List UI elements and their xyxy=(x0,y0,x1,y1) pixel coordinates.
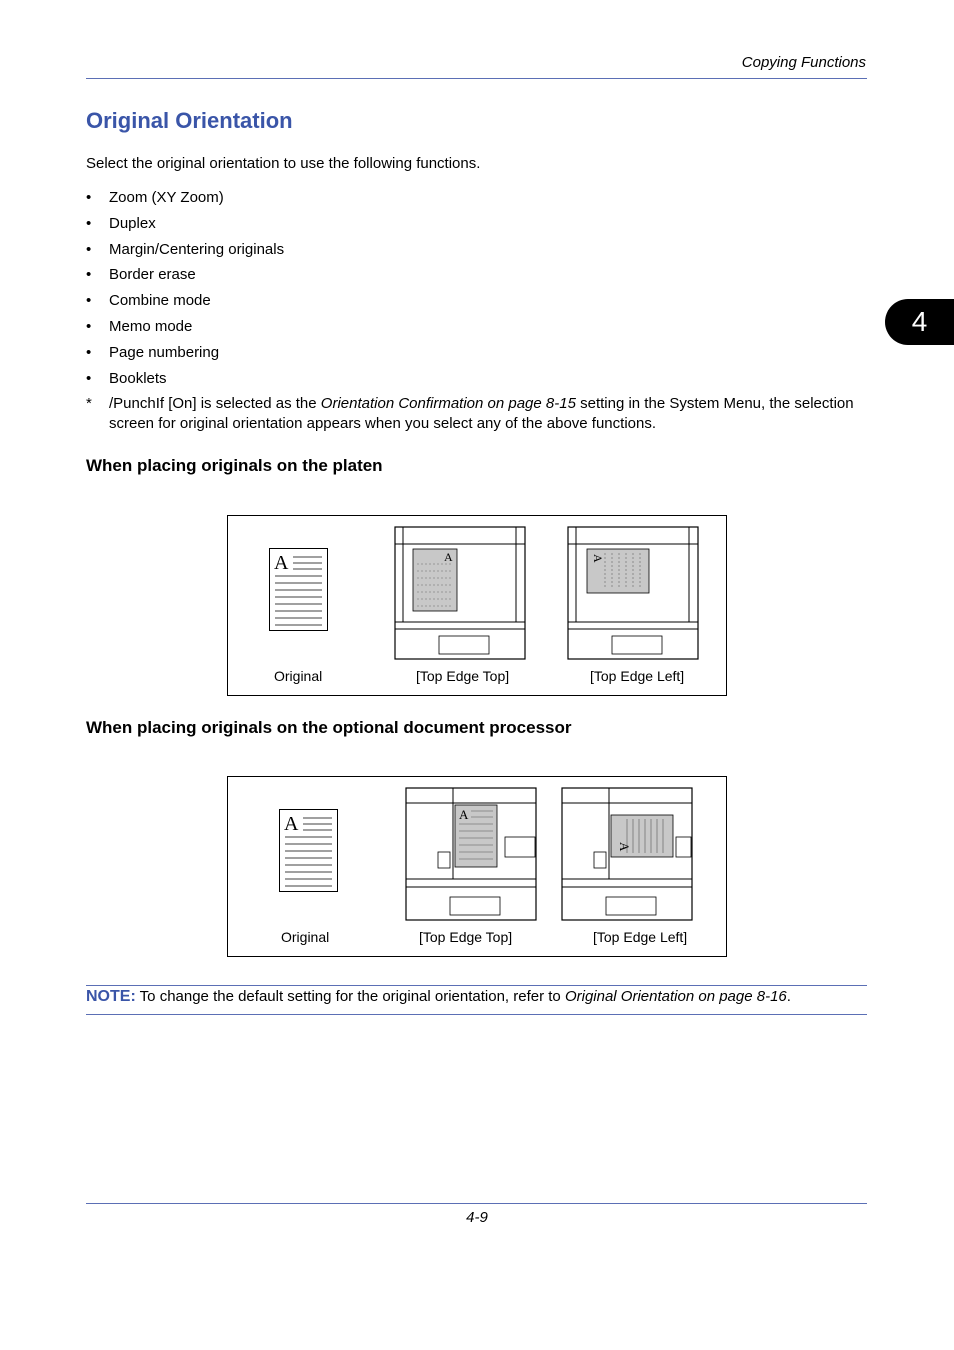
bullet-symbol: • xyxy=(86,343,92,361)
platen-top-edge-top-illustration xyxy=(394,526,526,660)
processor-top-edge-top-illustration xyxy=(405,787,537,921)
bullet-symbol: • xyxy=(86,292,92,310)
note-link[interactable]: Original Orientation on page 8-16 xyxy=(564,988,787,1005)
caption-top-edge-top: [Top Edge Top] xyxy=(419,929,513,945)
caption-top-edge-left: [Top Edge Left] xyxy=(590,668,685,684)
original-sheet-illustration xyxy=(269,548,329,632)
letter-a: A xyxy=(444,550,453,564)
caption-top-edge-top: [Top Edge Top] xyxy=(416,668,510,684)
letter-a: A xyxy=(274,552,289,574)
list-item: • Margin/Centering originals xyxy=(86,240,285,258)
note-bottom-rule xyxy=(86,1014,867,1015)
caption-original: Original xyxy=(281,929,330,945)
letter-a: A xyxy=(617,842,632,852)
processor-figure xyxy=(227,776,727,957)
list-item: • Booklets xyxy=(86,369,167,387)
processor-top-edge-left-illustration xyxy=(561,787,693,921)
function-list xyxy=(86,188,284,394)
bullet-symbol: • xyxy=(86,266,92,284)
footnote: * /PunchIf [On] is selected as the Orientation Confirmation on page 8-15 setting in the System Menu, the selection screen for original orientation appears when you select any of the above functions. xyxy=(86,395,854,432)
letter-a: A xyxy=(591,554,605,563)
list-item: • Border erase xyxy=(86,266,196,284)
letter-a: A xyxy=(459,807,469,822)
bullet-symbol: • xyxy=(86,369,92,387)
list-item: • Memo mode xyxy=(86,317,193,335)
platen-figure xyxy=(227,515,727,696)
caption-original: Original xyxy=(274,668,323,684)
page-title: Original Orientation xyxy=(86,108,293,133)
list-item: • Combine mode xyxy=(86,292,211,310)
note-label: NOTE: xyxy=(86,988,136,1005)
intro-text: Select the original orientation to use the following functions. xyxy=(86,155,481,172)
header-rule xyxy=(86,78,867,79)
chapter-tab[interactable]: 4 xyxy=(885,299,954,345)
list-item: • Page numbering xyxy=(86,343,220,361)
bullet-symbol: • xyxy=(86,189,92,206)
footnote-link[interactable]: Orientation Confirmation on page 8-15 xyxy=(320,395,576,412)
list-item: • Zoom (XY Zoom) xyxy=(86,189,224,206)
running-header: Copying Functions xyxy=(741,54,866,71)
processor-heading: When placing originals on the optional document processor xyxy=(86,718,572,737)
footnote-mark: * xyxy=(86,395,92,412)
platen-top-edge-left-illustration xyxy=(567,526,699,660)
caption-top-edge-left: [Top Edge Left] xyxy=(593,929,688,945)
bullet-symbol: • xyxy=(86,214,92,232)
bullet-symbol: • xyxy=(86,240,92,258)
note-top-rule xyxy=(86,985,867,986)
note: NOTE: To change the default setting for the original orientation, refer to Original Orientation on page 8-16. xyxy=(86,988,791,1005)
footer-rule xyxy=(86,1203,867,1204)
original-sheet-illustration xyxy=(279,809,339,893)
list-item: • Duplex xyxy=(86,214,156,232)
page-number: 4-9 xyxy=(466,1209,488,1226)
platen-heading: When placing originals on the platen xyxy=(86,456,383,475)
letter-a: A xyxy=(284,813,299,835)
bullet-symbol: • xyxy=(86,317,92,335)
